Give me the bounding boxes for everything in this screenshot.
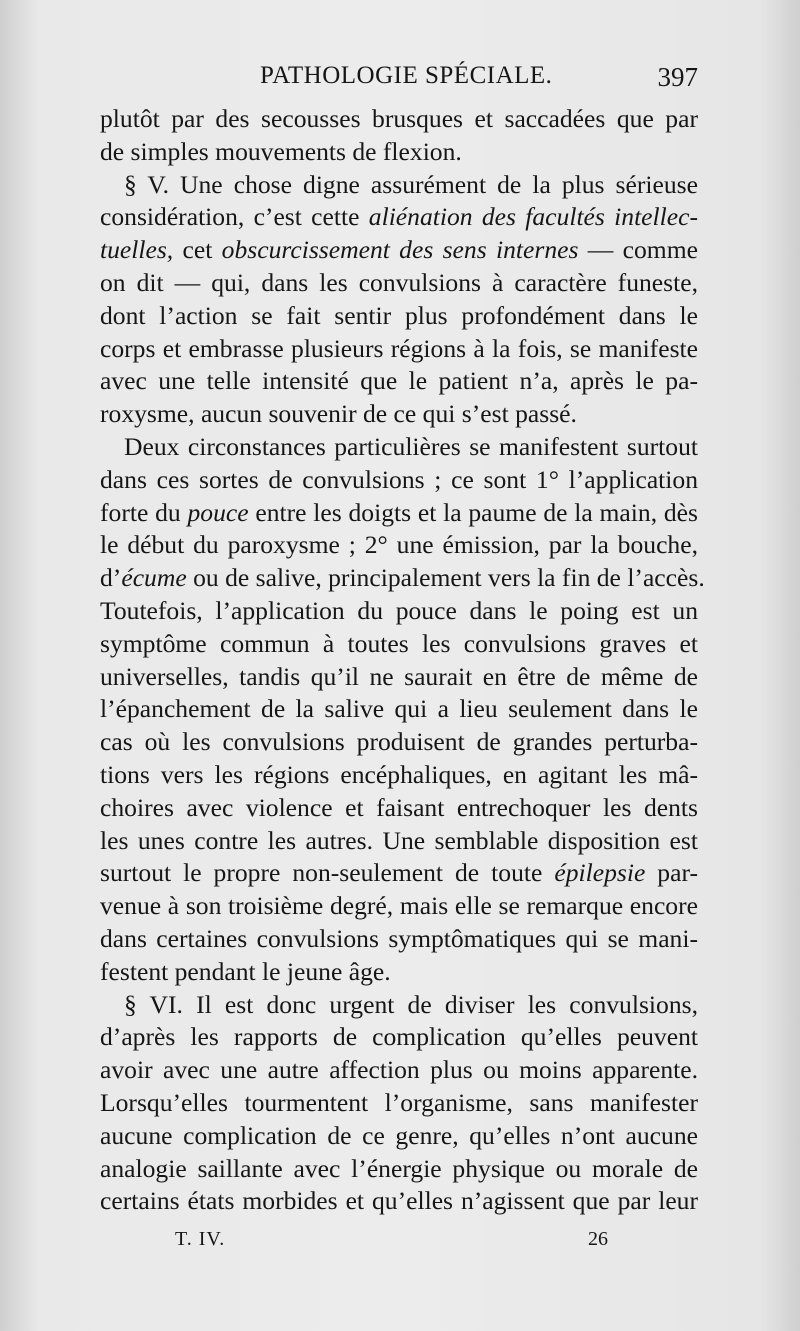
text-line: les unes contre les autres. Une semblable disposition est: [100, 825, 698, 855]
text-line: de simples mouvements de flexion.: [100, 136, 462, 166]
text-line: Deux circonstances particulières se manifestent surtout: [124, 431, 698, 461]
text-line: dans ces sortes de convulsions ; ce sont 1° l’application: [100, 464, 698, 494]
text-line: dans certaines convulsions symptômatiques qui se mani-: [100, 923, 698, 953]
text-run: entre les doigts et la paume de la main, dès: [248, 497, 698, 527]
volume-signature: T. IV.: [175, 1228, 226, 1250]
text-line: avoir avec une autre affection plus ou moins apparente.: [100, 1055, 698, 1085]
text-line: venue à son troisième degré, mais elle se remarque encore: [100, 891, 698, 921]
text-line: choires avec violence et faisant entrechoquer les dents: [100, 792, 698, 822]
body-text: [100, 103, 705, 1218]
text-line: certains états morbides et qu’elles n’agissent que par leur: [100, 1186, 698, 1216]
text-run: par-: [645, 858, 698, 888]
text-line: [100, 857, 698, 890]
text-line: l’épanchement de la salive qui a lieu seulement dans le: [100, 694, 698, 724]
text-line: universelles, tandis qu’il ne saurait en être de même de: [100, 661, 698, 691]
text-line: plutôt par des secousses brusques et saccadées que par: [100, 104, 698, 133]
text-run: — comme: [578, 235, 698, 265]
italic-run: épilepsie: [554, 858, 646, 888]
text-line: analogie saillante avec l’énergie physique ou morale de: [100, 1153, 698, 1183]
text-line: symptôme commun à toutes les convulsions graves et: [100, 628, 698, 658]
text-line: cas où les convulsions produisent de grandes perturba-: [100, 727, 698, 757]
text-run: considération, c’est cette: [100, 202, 369, 232]
text-run: forte du: [100, 497, 188, 527]
text-line: d’après les rapports de complication qu’elles peuvent: [100, 1022, 698, 1052]
text-line: Lorsqu’elles tourmentent l’organisme, sans manifester: [100, 1087, 698, 1117]
text-run: surtout le propre non-seulement de toute: [100, 858, 555, 888]
text-line: [100, 562, 705, 595]
signature-number: 26: [588, 1228, 608, 1250]
italic-run: obscurcissement des sens internes: [221, 235, 579, 265]
text-line: le début du paroxysme ; 2° une émission, par la bouche,: [100, 530, 698, 560]
italic-run: écume: [121, 563, 187, 593]
text-line: § VI. Il est donc urgent de diviser les convulsions,: [124, 989, 698, 1019]
text-line: aucune complication de ce genre, qu’elles n’ont aucune: [100, 1120, 698, 1150]
page-header: [100, 62, 698, 102]
text-line: tions vers les régions encéphaliques, en agitant les mâ-: [100, 759, 698, 789]
italic-run: aliénation des facultés intellec-: [368, 202, 699, 232]
text-run: ou de salive, principalement vers la fin de l’accès.: [186, 563, 705, 593]
text-line: [100, 234, 698, 267]
page-footer: [100, 1228, 698, 1258]
text-run: cet: [173, 235, 222, 265]
text-line: corps et embrasse plusieurs régions à la fois, se manifeste: [100, 333, 698, 363]
text-line: [100, 201, 698, 234]
italic-run: pouce: [187, 497, 249, 527]
italic-run: tuelles,: [100, 235, 174, 265]
text-line: on dit — qui, dans les convulsions à caractère funeste,: [100, 267, 698, 297]
page-number: 397: [657, 62, 698, 92]
text-line: § V. Une chose digne assurément de la plus sérieuse: [124, 169, 698, 199]
text-line: dont l’action se fait sentir plus profondément dans le: [100, 300, 698, 330]
text-line: roxysme, aucun souvenir de ce qui s’est passé.: [100, 399, 577, 429]
running-title: PATHOLOGIE SPÉCIALE.: [260, 62, 553, 89]
text-line: [100, 497, 698, 530]
text-line: avec une telle intensité que le patient n’a, après le pa-: [100, 366, 698, 396]
text-line: Toutefois, l’application du pouce dans le poing est un: [100, 595, 698, 625]
text-line: festent pendant le jeune âge.: [100, 956, 391, 986]
text-run: d’: [100, 563, 122, 593]
